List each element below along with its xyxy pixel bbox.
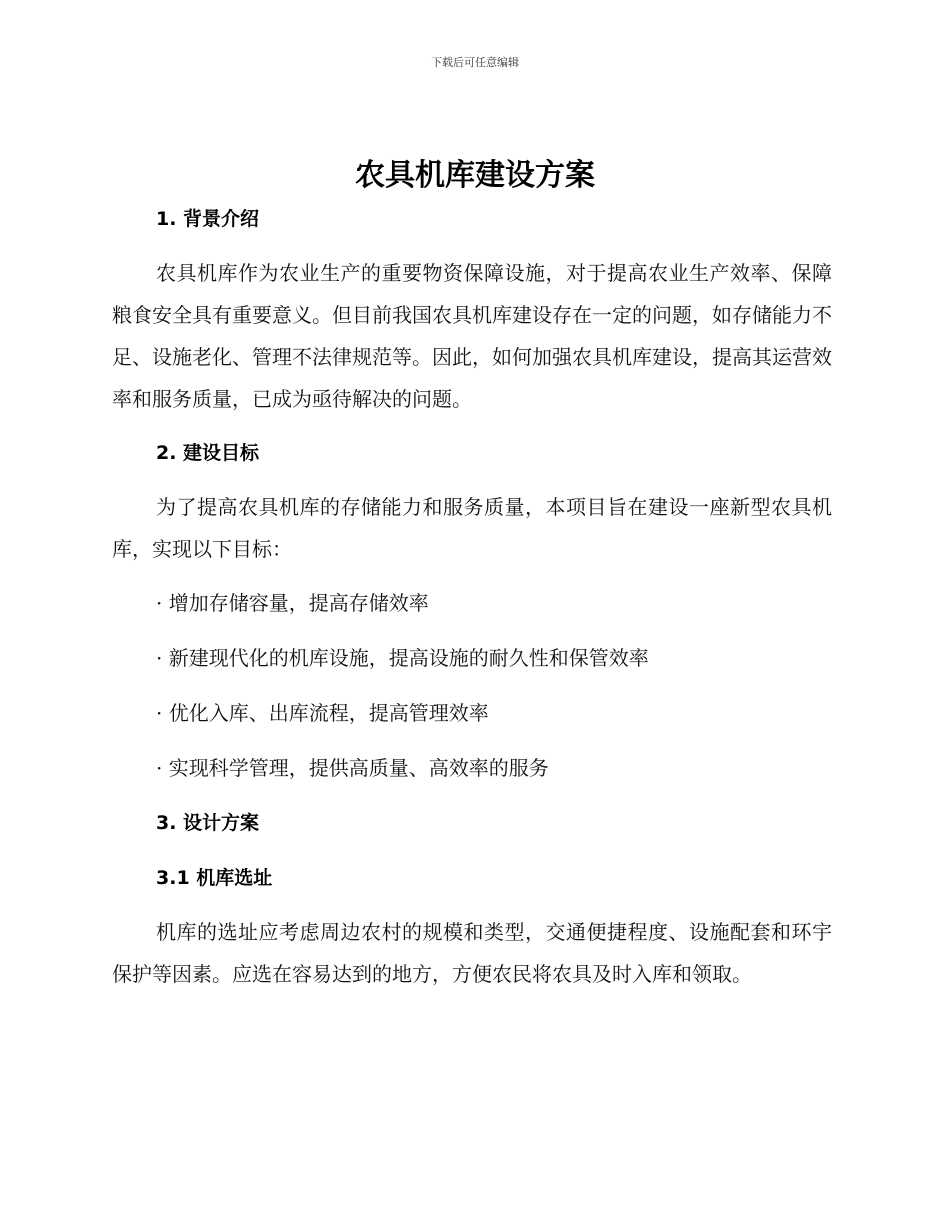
section-paragraph-goals: 为了提高农具机库的存储能力和服务质量，本项目旨在建设一座新型农具机库，实现以下目标： xyxy=(112,495,832,561)
section-heading-design: 3. 设计方案 xyxy=(156,812,260,834)
document-title: 农具机库建设方案 xyxy=(355,158,595,193)
section-paragraph-background: 农具机库作为农业生产的重要物资保障设施，对于提高农业生产效率、保障粮食安全具有重要意义。但目前我国农具机库建设存在一定的问题，如存储能力不足、设施老化、管理不法律规范等。因此，如何加强农具机库建设，提高其运营效率和服务质量，已成为亟待解决的问题。 xyxy=(112,261,832,411)
goal-list-item: · 增加存储容量，提高存储效率 xyxy=(156,591,429,615)
section-heading-goals: 2. 建设目标 xyxy=(156,442,260,464)
subsection-heading-site: 3.1 机库选址 xyxy=(156,867,273,889)
goal-list-item: · 新建现代化的机库设施，提高设施的耐久性和保管效率 xyxy=(156,646,649,670)
header-note: 下载后可任意编辑 xyxy=(431,56,519,69)
subsection-paragraph-site: 机库的选址应考虑周边农村的规模和类型，交通便捷程度、设施配套和环宇保护等因素。应选在容易达到的地方，方便农民将农具及时入库和领取。 xyxy=(112,920,832,986)
goal-list-item: · 实现科学管理，提供高质量、高效率的服务 xyxy=(156,756,549,780)
document-body xyxy=(112,204,832,995)
section-heading-background: 1. 背景介绍 xyxy=(156,208,260,230)
goal-list-item: · 优化入库、出库流程，提高管理效率 xyxy=(156,701,489,725)
